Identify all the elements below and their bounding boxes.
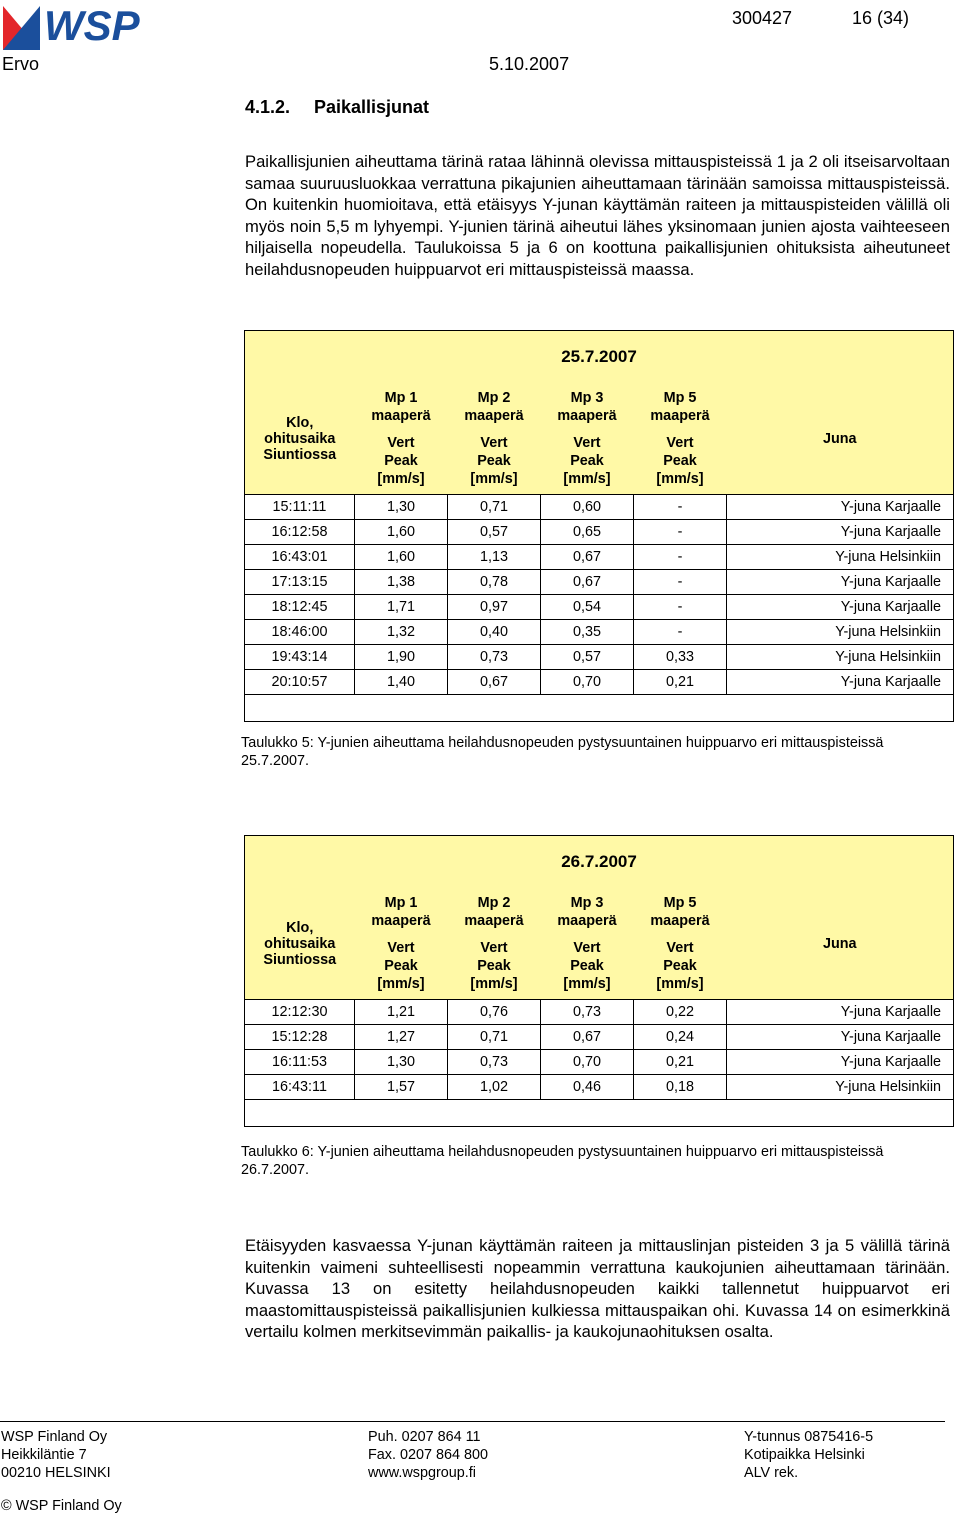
table-cell: - (634, 570, 727, 595)
footer-domicile: Kotipaikka Helsinki (744, 1447, 865, 1463)
table-cell: 16:11:53 (245, 1050, 355, 1075)
section-title: Paikallisjunat (314, 97, 430, 117)
col-header-mp5: Mp 5 maaperä Vert Peak [mm/s] (634, 383, 727, 495)
table-cell: 0,24 (634, 1025, 727, 1050)
table-cell: Y-juna Helsinkiin (727, 620, 954, 645)
section-number: 4.1.2. (245, 97, 291, 117)
table-date-row (245, 331, 954, 384)
table-cell: 12:12:30 (245, 1000, 355, 1025)
table-cell: 0,70 (541, 1050, 634, 1075)
col-header-mp3: Mp 3 maaperä Vert Peak [mm/s] (541, 888, 634, 1000)
table-cell: 1,60 (355, 545, 448, 570)
table-cell: 0,70 (541, 670, 634, 695)
wsp-logo (0, 0, 170, 54)
footer-business-id: Y-tunnus 0875416-5 (744, 1429, 874, 1445)
footer-fax: Fax. 0207 864 800 (368, 1447, 489, 1463)
table-cell: Y-juna Karjaalle (727, 595, 954, 620)
table-empty-row (245, 1100, 954, 1127)
document-number: 300427 (732, 8, 793, 28)
table-cell: 1,60 (355, 520, 448, 545)
table-cell: 0,78 (448, 570, 541, 595)
table-cell: 0,67 (541, 570, 634, 595)
footer-company-name: WSP Finland Oy (1, 1429, 108, 1445)
table-row (245, 595, 954, 620)
table-cell: 0,71 (448, 1025, 541, 1050)
table-cell: 16:12:58 (245, 520, 355, 545)
table-cell: 0,21 (634, 1050, 727, 1075)
table-cell: 1,90 (355, 645, 448, 670)
table-cell: 0,35 (541, 620, 634, 645)
table-cell: 0,22 (634, 1000, 727, 1025)
table-cell: 1,40 (355, 670, 448, 695)
table-cell: 20:10:57 (245, 670, 355, 695)
table-cell: 0,21 (634, 670, 727, 695)
footer-registration (744, 1428, 873, 1482)
footer-website[interactable]: www.wspgroup.fi (368, 1465, 476, 1481)
table-cell: Y-juna Helsinkiin (727, 645, 954, 670)
table-row (245, 645, 954, 670)
table-row (245, 1000, 954, 1025)
table-cell: 18:46:00 (245, 620, 355, 645)
table-cell: 0,76 (448, 1000, 541, 1025)
table-cell: 0,57 (541, 645, 634, 670)
wsp-logo-graphic (0, 0, 170, 54)
table-cell: 0,73 (448, 1050, 541, 1075)
table-cell: 1,57 (355, 1075, 448, 1100)
table-cell: 17:13:15 (245, 570, 355, 595)
table-row (245, 1050, 954, 1075)
table-cell: 0,54 (541, 595, 634, 620)
table-cell: 0,71 (448, 495, 541, 520)
table-cell: Y-juna Helsinkiin (727, 545, 954, 570)
footer-divider (0, 1421, 945, 1422)
table-cell: 1,30 (355, 1050, 448, 1075)
table-cell: - (634, 545, 727, 570)
table-cell: - (634, 520, 727, 545)
table-cell: 1,27 (355, 1025, 448, 1050)
table-cell: 1,71 (355, 595, 448, 620)
col-header-klo: Klo, ohitusaika Siuntiossa (245, 383, 355, 495)
table-cell: Y-juna Karjaalle (727, 1000, 954, 1025)
table-cell: 1,13 (448, 545, 541, 570)
table-cell: 19:43:14 (245, 645, 355, 670)
table-cell: 1,32 (355, 620, 448, 645)
table-5 (244, 330, 954, 722)
table-cell: 0,67 (448, 670, 541, 695)
table-cell: 0,73 (541, 1000, 634, 1025)
col-header-juna: Juna (727, 888, 954, 1000)
table-cell: 0,67 (541, 1025, 634, 1050)
col-header-mp2: Mp 2 maaperä Vert Peak [mm/s] (448, 888, 541, 1000)
table-cell: Y-juna Karjaalle (727, 1050, 954, 1075)
body-paragraph-1: Paikallisjunien aiheuttama tärinä rataa lähinnä olevissa mittauspisteissä 1 ja 2 oli itseisarvoltaan samaa suuruusluokkaa verrattuna pikajunien aiheuttamaan tärinään samoissa mittauspisteissä. On kuitenkin huomioitava, että etäisyys Y-junan käyttämän raiteen ja mittauspisteiden välillä oli myös noin 5,5 m lyhyempi. Y-junien tärinä aiheutui lähes yksinomaan junien ajosta vaihteeseen hiljaisella nopeudella. Taulukoissa 5 ja 6 on koottuna paikallisjunien ohituksista aiheutuneet heilahdusnopeuden huippuarvot eri mittauspisteissä maassa. (245, 152, 950, 279)
table-cell: - (634, 495, 727, 520)
table-cell: - (634, 595, 727, 620)
table-cell: 16:43:01 (245, 545, 355, 570)
col-header-mp1: Mp 1 maaperä Vert Peak [mm/s] (355, 888, 448, 1000)
table-row (245, 570, 954, 595)
table-cell: 0,40 (448, 620, 541, 645)
copyright: © WSP Finland Oy (1, 1498, 122, 1514)
table-row (245, 670, 954, 695)
table-cell: 0,67 (541, 545, 634, 570)
table-cell: 18:12:45 (245, 595, 355, 620)
table-cell: Y-juna Karjaalle (727, 1025, 954, 1050)
table-cell: Y-juna Karjaalle (727, 495, 954, 520)
table-cell: Y-juna Karjaalle (727, 570, 954, 595)
table-cell: 0,57 (448, 520, 541, 545)
table-cell: 0,18 (634, 1075, 727, 1100)
page-indicator: 16 (34) (852, 8, 910, 28)
table-cell: 0,97 (448, 595, 541, 620)
col-header-klo: Klo, ohitusaika Siuntiossa (245, 888, 355, 1000)
col-header-mp5: Mp 5 maaperä Vert Peak [mm/s] (634, 888, 727, 1000)
table-cell: Y-juna Karjaalle (727, 670, 954, 695)
col-header-mp1: Mp 1 maaperä Vert Peak [mm/s] (355, 383, 448, 495)
table-date: 25.7.2007 (245, 331, 954, 384)
footer-contact (368, 1428, 488, 1482)
footer-street: Heikkiläntie 7 (1, 1447, 87, 1463)
table-cell: 1,02 (448, 1075, 541, 1100)
table-cell: 1,38 (355, 570, 448, 595)
document-date: 5.10.2007 (489, 54, 570, 74)
footer-postal: 00210 HELSINKI (1, 1465, 111, 1481)
table-cell: 1,30 (355, 495, 448, 520)
table-cell: 0,73 (448, 645, 541, 670)
table-cell: 0,46 (541, 1075, 634, 1100)
table-row (245, 620, 954, 645)
table-6-caption: Taulukko 6: Y-junien aiheuttama heilahdusnopeuden pystysuuntainen huippuarvo eri mittauspisteissä 26.7.2007. (241, 1144, 884, 1178)
footer-vat: ALV rek. (744, 1465, 799, 1481)
table-date-row (245, 836, 954, 889)
table-cell: 1,21 (355, 1000, 448, 1025)
table-header-row (245, 383, 954, 495)
col-header-mp3: Mp 3 maaperä Vert Peak [mm/s] (541, 383, 634, 495)
table-cell: 0,33 (634, 645, 727, 670)
table-row (245, 520, 954, 545)
table-row (245, 495, 954, 520)
table-cell: Y-juna Karjaalle (727, 520, 954, 545)
logo-text: WSP (44, 2, 140, 49)
table-6 (244, 835, 954, 1127)
author: Ervo (2, 54, 40, 74)
table-cell: 15:12:28 (245, 1025, 355, 1050)
table-empty-row (245, 695, 954, 722)
table-row (245, 1025, 954, 1050)
table-row (245, 1075, 954, 1100)
table-cell: 0,60 (541, 495, 634, 520)
table-5-caption: Taulukko 5: Y-junien aiheuttama heilahdusnopeuden pystysuuntainen huippuarvo eri mittauspisteissä 25.7.2007. (241, 735, 884, 769)
section-heading (245, 97, 429, 118)
table-cell: 16:43:11 (245, 1075, 355, 1100)
col-header-mp2: Mp 2 maaperä Vert Peak [mm/s] (448, 383, 541, 495)
table-cell: - (634, 620, 727, 645)
footer-phone: Puh. 0207 864 11 (368, 1429, 481, 1445)
table-cell: Y-juna Helsinkiin (727, 1075, 954, 1100)
table-row (245, 545, 954, 570)
table-cell: 15:11:11 (245, 495, 355, 520)
table-date: 26.7.2007 (245, 836, 954, 889)
col-header-juna: Juna (727, 383, 954, 495)
table-header-row (245, 888, 954, 1000)
footer-company (1, 1428, 111, 1482)
table-cell: 0,65 (541, 520, 634, 545)
body-paragraph-2: Etäisyyden kasvaessa Y-junan käyttämän raiteen ja mittauslinjan pisteiden 3 ja 5 välillä tärinä kuitenkin vaimeni suhteellisesti nopeammin verrattuna kaukojunien aiheuttamaan tärinään. Kuvassa 13 on esitetty heilahdusnopeuden kaikki tallennetut huippuarvot eri maastomittauspisteissä paikallisjunien kulkiessa mittauspaikan ohi. Kuvassa 14 on esimerkkinä vertailu kolmen merkitsevimmän paikallis- ja kaukojunaohituksen osalta. (245, 1236, 950, 1342)
